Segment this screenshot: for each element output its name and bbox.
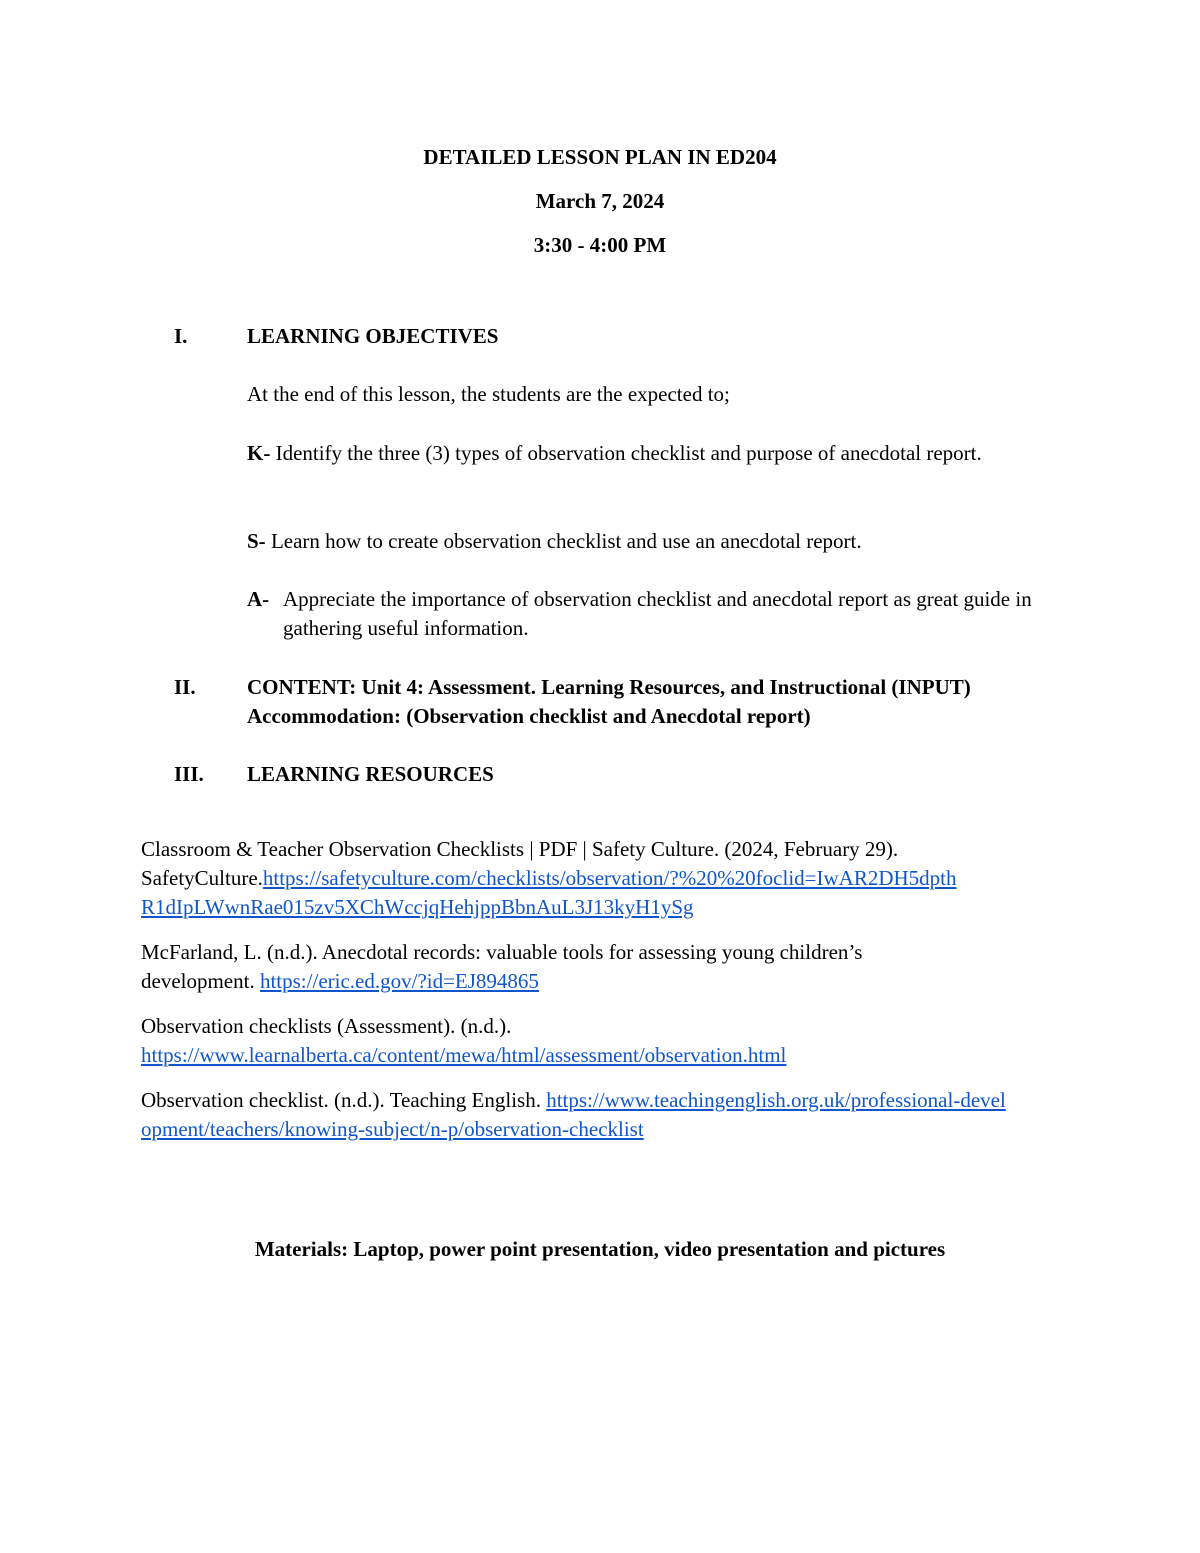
reference-text: Observation checklists (Assessment). (n.d.). <box>141 1014 512 1038</box>
reference-text: McFarland, L. (n.d.). Anecdotal records: valuable tools for assessing young children’s development. <box>141 940 863 993</box>
objective-knowledge <box>247 439 1037 468</box>
objective-s-text: Learn how to create observation checklist and use an anecdotal report. <box>265 529 862 553</box>
objective-a-label: A- <box>247 587 270 611</box>
objective-skill <box>247 527 1067 556</box>
section-3-heading: LEARNING RESOURCES <box>247 762 494 786</box>
objective-k-label: K- <box>247 441 271 465</box>
reference-link[interactable]: https://www.teachingenglish.org.uk/professional-development/teachers/knowing-subject/n-p/observation-checklist <box>141 1088 1006 1141</box>
reference-item <box>141 938 971 996</box>
lesson-date: March 7, 2024 <box>535 189 665 213</box>
reference-item <box>141 1086 1011 1144</box>
section-1-numeral: I. <box>174 324 188 348</box>
objective-s-label: S- <box>247 529 266 553</box>
document-title: DETAILED LESSON PLAN IN ED204 <box>423 145 777 169</box>
lesson-time: 3:30 - 4:00 PM <box>533 233 667 257</box>
objectives-intro: At the end of this lesson, the students are the expected to; <box>247 382 730 406</box>
reference-item <box>141 1012 901 1070</box>
reference-text: Classroom & Teacher Observation Checklists | PDF | Safety Culture. (2024, February 29). SafetyCulture. <box>141 837 899 890</box>
reference-link[interactable]: https://safetyculture.com/checklists/observation/?%20%20foclid=IwAR2DH5dpth R1dIpLWwnRae015zv5XChWccjqHehjppBbnAuL3J13kyH1ySg <box>141 866 957 919</box>
reference-link[interactable]: https://www.learnalberta.ca/content/mewa/html/assessment/observation.html <box>141 1043 787 1067</box>
reference-text: Observation checklist. (n.d.). Teaching English. <box>141 1088 547 1112</box>
section-2-content-line1: CONTENT: Unit 4: Assessment. Learning Resources, and Instructional (INPUT) <box>247 675 971 699</box>
materials-line: Materials: Laptop, power point presentation, video presentation and pictures <box>254 1237 946 1261</box>
section-2-numeral: II. <box>174 675 196 699</box>
reference-link[interactable]: https://eric.ed.gov/?id=EJ894865 <box>259 969 539 993</box>
objective-attitude-text: Appreciate the importance of observation checklist and anecdotal report as great guide in gathering useful information. <box>283 587 1032 640</box>
section-2-content-line2: Accommodation: (Observation checklist and Anecdotal report) <box>247 704 811 728</box>
reference-item <box>141 835 1061 922</box>
section-1-heading: LEARNING OBJECTIVES <box>247 324 499 348</box>
section-3-numeral: III. <box>174 762 204 786</box>
objective-k-text: Identify the three (3) types of observation checklist and purpose of anecdotal report. <box>270 441 982 465</box>
